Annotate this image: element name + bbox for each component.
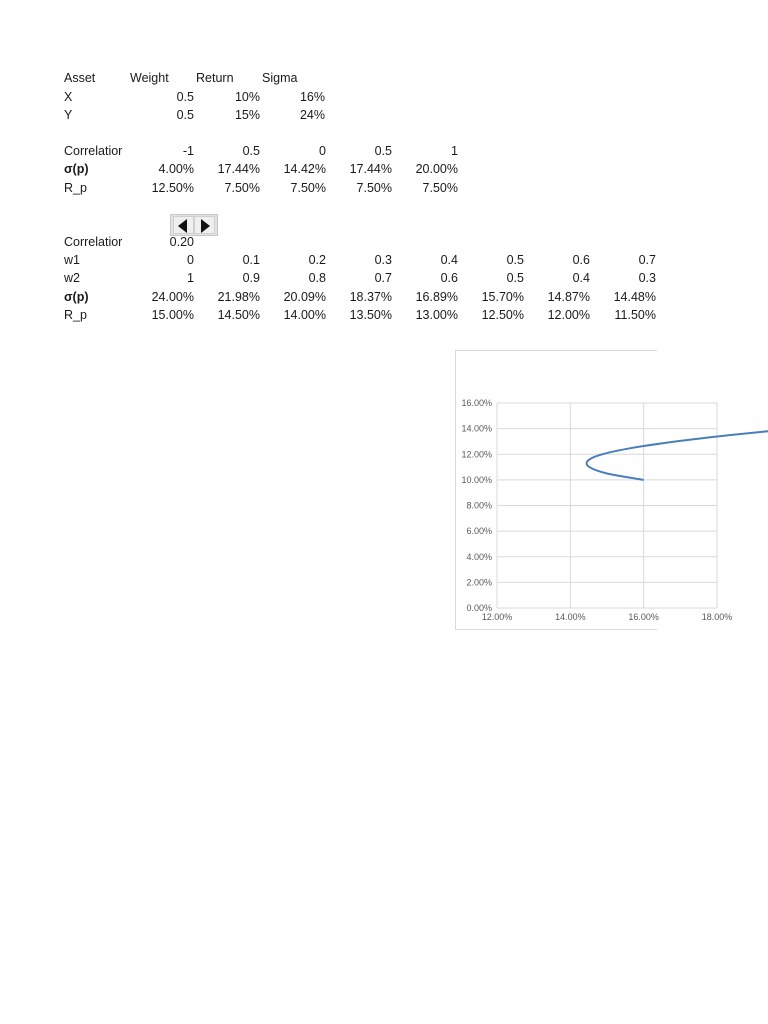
x-tick-label: 18.00% [701, 612, 733, 622]
scenario-rp-cell-3[interactable]: 7.50% [356, 181, 392, 195]
w1-cell-2[interactable]: 0.2 [308, 253, 326, 267]
w1-cell-6[interactable]: 0.6 [572, 253, 590, 267]
scenario-rp-cell-0[interactable]: 12.50% [151, 181, 194, 195]
w2-cell-3[interactable]: 0.7 [374, 271, 392, 285]
y-tick-label: 16.00% [461, 398, 492, 408]
x-tick-label: 14.00% [555, 612, 586, 622]
header-asset[interactable]: Asset [64, 71, 96, 85]
w2-cell-1[interactable]: 0.9 [242, 271, 260, 285]
scenario-sigma-label[interactable]: σ(p) [64, 162, 89, 176]
weights-sigma-cell-6[interactable]: 14.87% [547, 290, 590, 304]
scenario-sigma-cell-3[interactable]: 17.44% [349, 162, 392, 176]
scenario-rp-label[interactable]: R_p [64, 181, 87, 195]
weights-correlation-label[interactable]: Correlatior [64, 235, 123, 249]
w1-cell-3[interactable]: 0.3 [374, 253, 392, 267]
scenario-sigma-cell-1[interactable]: 17.44% [217, 162, 260, 176]
x-tick-label: 12.00% [481, 612, 513, 622]
spinner-increase-button[interactable] [194, 216, 215, 234]
weights-rp-cell-3[interactable]: 13.50% [349, 308, 392, 322]
y-tick-label: 12.00% [461, 449, 492, 460]
w1-cell-7[interactable]: 0.7 [638, 253, 656, 267]
header-sigma[interactable]: Sigma [262, 71, 298, 85]
weights-sigma-cell-0[interactable]: 24.00% [151, 290, 194, 304]
scenario-correlation-cell-4[interactable]: 1 [451, 144, 458, 158]
scenario-rp-cell-4[interactable]: 7.50% [422, 181, 458, 195]
scenario-correlation-cell-2[interactable]: 0 [319, 144, 326, 158]
triangle-right-icon [201, 219, 210, 233]
y-tick-label: 14.00% [461, 423, 492, 434]
scenario-rp-cell-1[interactable]: 7.50% [224, 181, 260, 195]
y-tick-label: 10.00% [461, 474, 492, 485]
scenario-correlation-label[interactable]: Correlatior [64, 144, 123, 158]
weights-sigma-label[interactable]: σ(p) [64, 290, 89, 304]
w1-cell-4[interactable]: 0.4 [440, 253, 458, 267]
spinner-decrease-button[interactable] [173, 216, 194, 234]
y-tick-label: 6.00% [466, 526, 492, 537]
scenario-rp-cell-2[interactable]: 7.50% [290, 181, 326, 195]
frontier-series-line [587, 416, 768, 480]
y-tick-label: 4.00% [466, 551, 492, 562]
triangle-left-icon [178, 219, 187, 233]
header-weight[interactable]: Weight [130, 71, 169, 85]
w2-cell-4[interactable]: 0.6 [440, 271, 458, 285]
weights-rp-cell-0[interactable]: 15.00% [151, 308, 194, 322]
w2-cell-7[interactable]: 0.3 [638, 271, 656, 285]
asset-y-weight[interactable]: 0.5 [176, 108, 194, 122]
weights-rp-cell-4[interactable]: 13.00% [415, 308, 458, 322]
asset-y-sigma[interactable]: 24% [299, 108, 325, 122]
scenario-sigma-cell-4[interactable]: 20.00% [415, 162, 458, 176]
weights-rp-cell-7[interactable]: 11.50% [614, 308, 656, 322]
asset-y-label[interactable]: Y [64, 108, 73, 122]
asset-x-weight[interactable]: 0.5 [176, 90, 194, 104]
weights-sigma-cell-4[interactable]: 16.89% [415, 290, 458, 304]
scenario-sigma-cell-2[interactable]: 14.42% [283, 162, 326, 176]
w2-cell-2[interactable]: 0.8 [308, 271, 326, 285]
weights-sigma-cell-1[interactable]: 21.98% [217, 290, 260, 304]
y-tick-label: 8.00% [466, 500, 492, 511]
frontier-chart[interactable] [455, 350, 733, 630]
weights-sigma-cell-5[interactable]: 15.70% [481, 290, 524, 304]
w2-label[interactable]: w2 [64, 271, 80, 285]
w2-cell-0[interactable]: 1 [187, 271, 194, 285]
asset-x-label[interactable]: X [64, 90, 73, 104]
correlation-spinner[interactable] [170, 214, 218, 236]
y-tick-label: 2.00% [466, 577, 492, 588]
weights-sigma-cell-2[interactable]: 20.09% [283, 290, 326, 304]
w2-cell-6[interactable]: 0.4 [572, 271, 590, 285]
scenario-correlation-cell-1[interactable]: 0.5 [242, 144, 260, 158]
weights-rp-cell-6[interactable]: 12.00% [547, 308, 590, 322]
w1-cell-5[interactable]: 0.5 [506, 253, 524, 267]
frontier-chart-svg [456, 351, 733, 631]
scenario-correlation-cell-3[interactable]: 0.5 [374, 144, 392, 158]
w1-cell-1[interactable]: 0.1 [242, 253, 260, 267]
weights-rp-cell-2[interactable]: 14.00% [283, 308, 326, 322]
w1-cell-0[interactable]: 0 [187, 253, 194, 267]
weights-rp-cell-1[interactable]: 14.50% [217, 308, 260, 322]
header-return[interactable]: Return [196, 71, 234, 85]
weights-rp-label[interactable]: R_p [64, 308, 87, 322]
weights-correlation-value[interactable]: 0.20 [169, 235, 194, 249]
scenario-sigma-cell-0[interactable]: 4.00% [158, 162, 194, 176]
asset-y-return[interactable]: 15% [234, 108, 260, 122]
weights-sigma-cell-3[interactable]: 18.37% [349, 290, 392, 304]
y-tick-label: 0.00% [466, 603, 492, 613]
asset-x-return[interactable]: 10% [234, 90, 260, 104]
weights-sigma-cell-7[interactable]: 14.48% [613, 290, 656, 304]
w2-cell-5[interactable]: 0.5 [506, 271, 524, 285]
asset-x-sigma[interactable]: 16% [299, 90, 325, 104]
scenario-correlation-cell-0[interactable]: -1 [182, 144, 194, 158]
weights-rp-cell-5[interactable]: 12.50% [481, 308, 524, 322]
x-tick-label: 16.00% [628, 612, 659, 622]
w1-label[interactable]: w1 [64, 253, 80, 267]
